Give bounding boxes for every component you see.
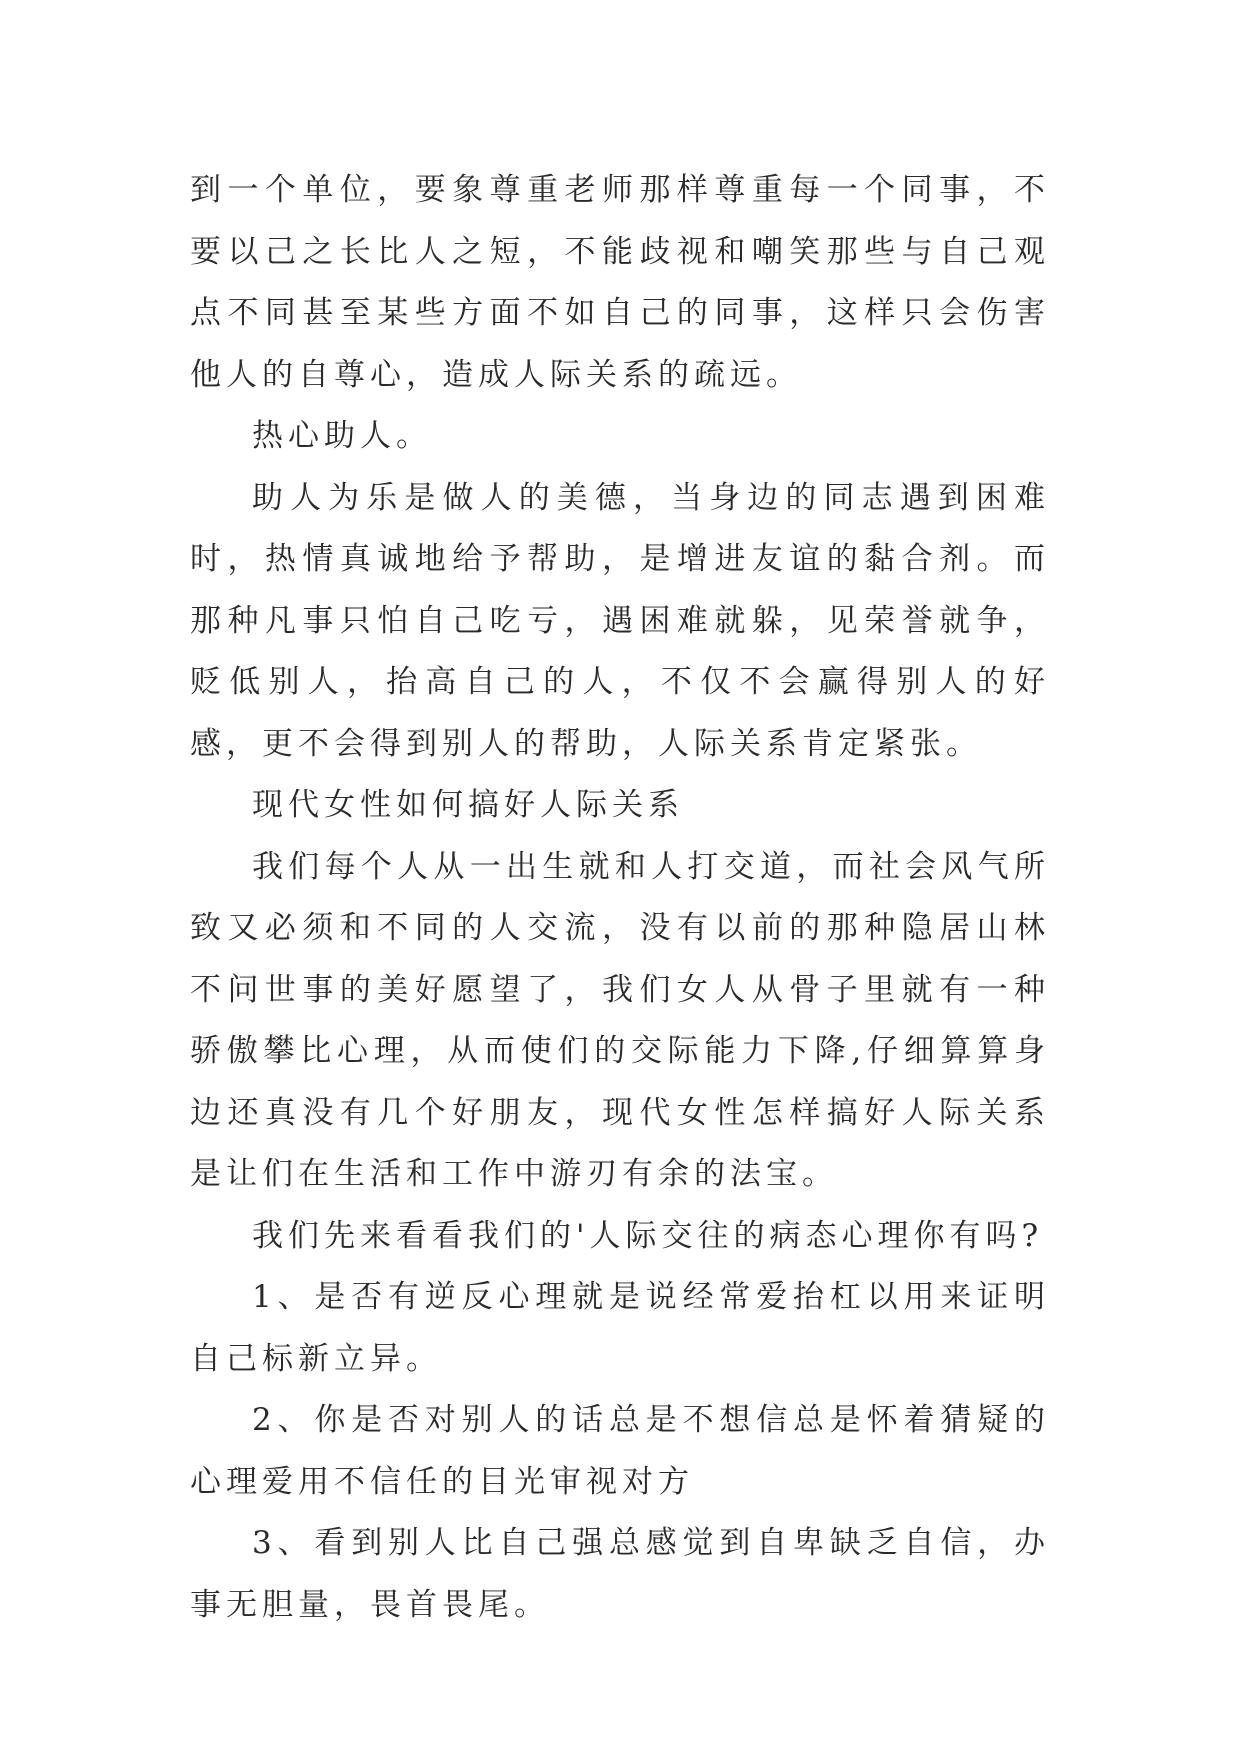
paragraph-helping-virtue: 助人为乐是做人的美德，当身边的同志遇到困难时，热情真诚地给予帮助，是增进友谊的黏合剂。而那种凡事只怕自己吃亏，遇困难就躲，见荣誉就争，贬低别人，抬高自己的人，不仅不会赢得别人的好感，更不会得到别人的帮助，人际关系肯定紧张。 (190, 479, 1050, 762)
list-item-1: 1、是否有逆反心理就是说经常爱抬杠以用来证明自己标新立异。 (190, 1279, 1050, 1377)
paragraph-respect-colleagues: 到一个单位，要象尊重老师那样尊重每一个同事，不要以己之长比人之短，不能歧视和嘲笑那些与自己观点不同甚至某些方面不如自己的同事，这样只会伤害他人的自尊心，造成人际关系的疏远。 (190, 172, 1050, 393)
paragraph-pathological-psychology: 我们先来看看我们的'人际交往的病态心理你有吗? (252, 1217, 1044, 1254)
paragraph-heading-help-others: 热心助人。 (252, 418, 432, 454)
list-item-3: 3、看到别人比自己强总感觉到自卑缺乏自信，办事无胆量，畏首畏尾。 (190, 1525, 1050, 1623)
document-body (190, 160, 1050, 1636)
list-item-2: 2、你是否对别人的话总是不想信总是怀着猜疑的心理爱用不信任的目光审视对方 (190, 1402, 1050, 1500)
paragraph-heading-modern-women: 现代女性如何搞好人际关系 (252, 787, 684, 823)
paragraph-social-interaction: 我们每个人从一出生就和人打交道，而社会风气所致又必须和不同的人交流，没有以前的那种隐居山林不问世事的美好愿望了，我们女人从骨子里就有一种骄傲攀比心理，从而使们的交际能力下降,仔细算算身边还真没有几个好朋友，现代女性怎样搞好人际关系是让们在生活和工作中游刃有余的法宝。 (190, 848, 1050, 1192)
